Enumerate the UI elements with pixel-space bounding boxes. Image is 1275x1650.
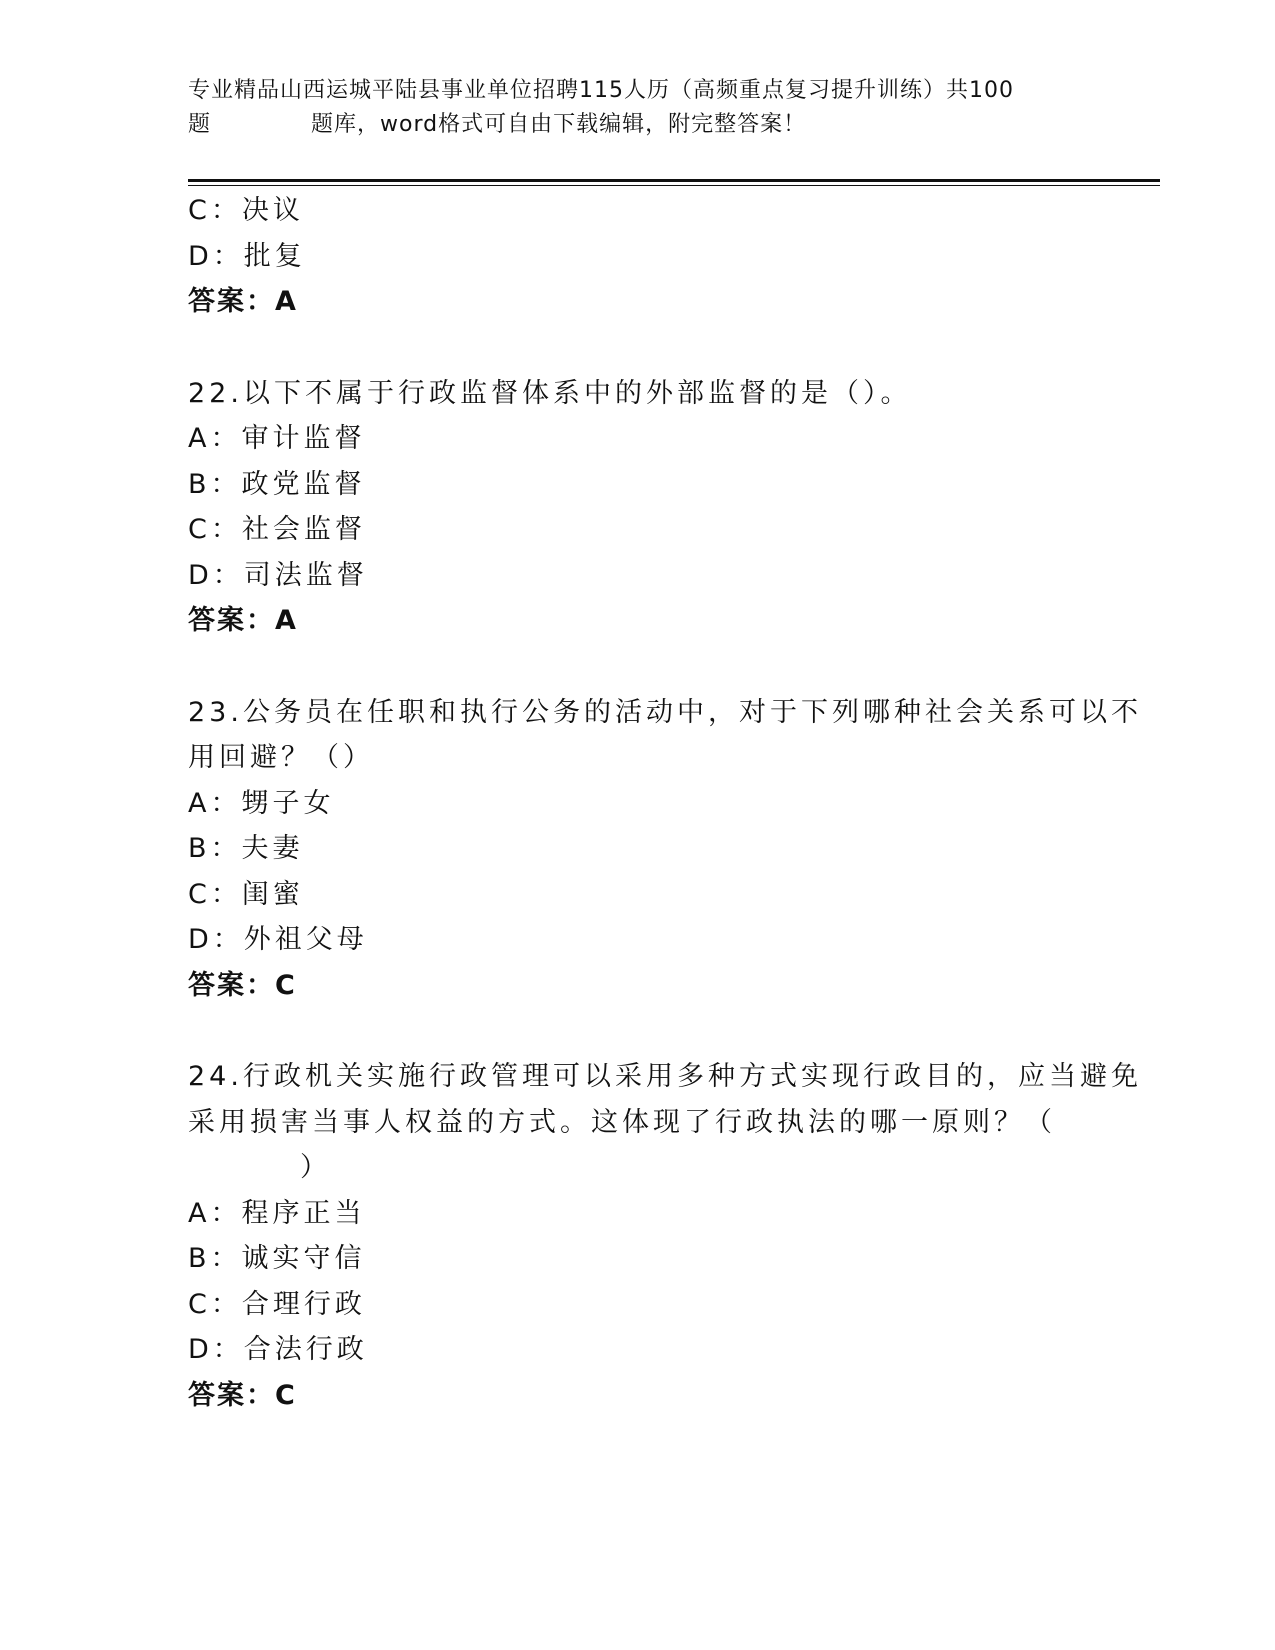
option-b: B：政党监督 <box>188 468 366 500</box>
option-a: A：审计监督 <box>188 423 366 454</box>
option-a: A：甥子女 <box>188 787 335 819</box>
header-divider-thin <box>188 185 1160 186</box>
answer-line: 答案：C <box>188 969 297 1001</box>
question-text-line3: ） <box>300 1152 331 1183</box>
option-c: C：闺蜜 <box>188 878 304 910</box>
question-24 <box>188 1054 1142 1418</box>
question-21-continued <box>188 188 1088 325</box>
option-c: C：决议 <box>188 195 304 226</box>
header-title-line2 <box>188 108 1088 142</box>
question-23 <box>188 690 1142 1009</box>
option-d: D：批复 <box>188 240 306 272</box>
document-header <box>188 74 1088 142</box>
answer-line: 答案：A <box>188 286 298 317</box>
option-d: D：合法行政 <box>188 1334 368 1365</box>
spacer <box>188 325 1088 371</box>
header-divider-thick <box>188 179 1160 182</box>
header-line2-left: 题 <box>188 112 212 137</box>
option-a: A：程序正当 <box>188 1197 366 1229</box>
question-text-line2: 采用损害当事人权益的方式。这体现了行政执法的哪一原则？（ <box>188 1106 1056 1138</box>
option-d: D：外祖父母 <box>188 924 368 955</box>
question-text-line2: 用回避？（） <box>188 742 374 773</box>
answer-line: 答案：C <box>188 1379 297 1411</box>
question-22 <box>188 371 1088 644</box>
header-line2-right: 题库，word格式可自由下载编辑，附完整答案！ <box>311 112 807 137</box>
question-text-line1: 24.行政机关实施行政管理可以采用多种方式实现行政目的，应当避免 <box>188 1061 1142 1092</box>
option-b: B：诚实守信 <box>188 1243 366 1274</box>
spacer <box>188 644 1088 690</box>
question-text-line1: 23.公务员在任职和执行公务的活动中，对于下列哪种社会关系可以不 <box>188 696 1142 728</box>
header-gap <box>211 108 311 142</box>
option-c: C：合理行政 <box>188 1288 366 1320</box>
question-text: 22.以下不属于行政监督体系中的外部监督的是（）。 <box>188 377 912 409</box>
header-title-line1: 专业精品山西运城平陆县事业单位招聘115人历（高频重点复习提升训练）共100 <box>188 78 1014 103</box>
answer-line: 答案：A <box>188 605 298 636</box>
option-d: D：司法监督 <box>188 559 368 591</box>
document-body <box>188 188 1142 1418</box>
spacer <box>188 1008 1088 1054</box>
option-b: B：夫妻 <box>188 833 304 864</box>
option-c: C：社会监督 <box>188 514 366 545</box>
